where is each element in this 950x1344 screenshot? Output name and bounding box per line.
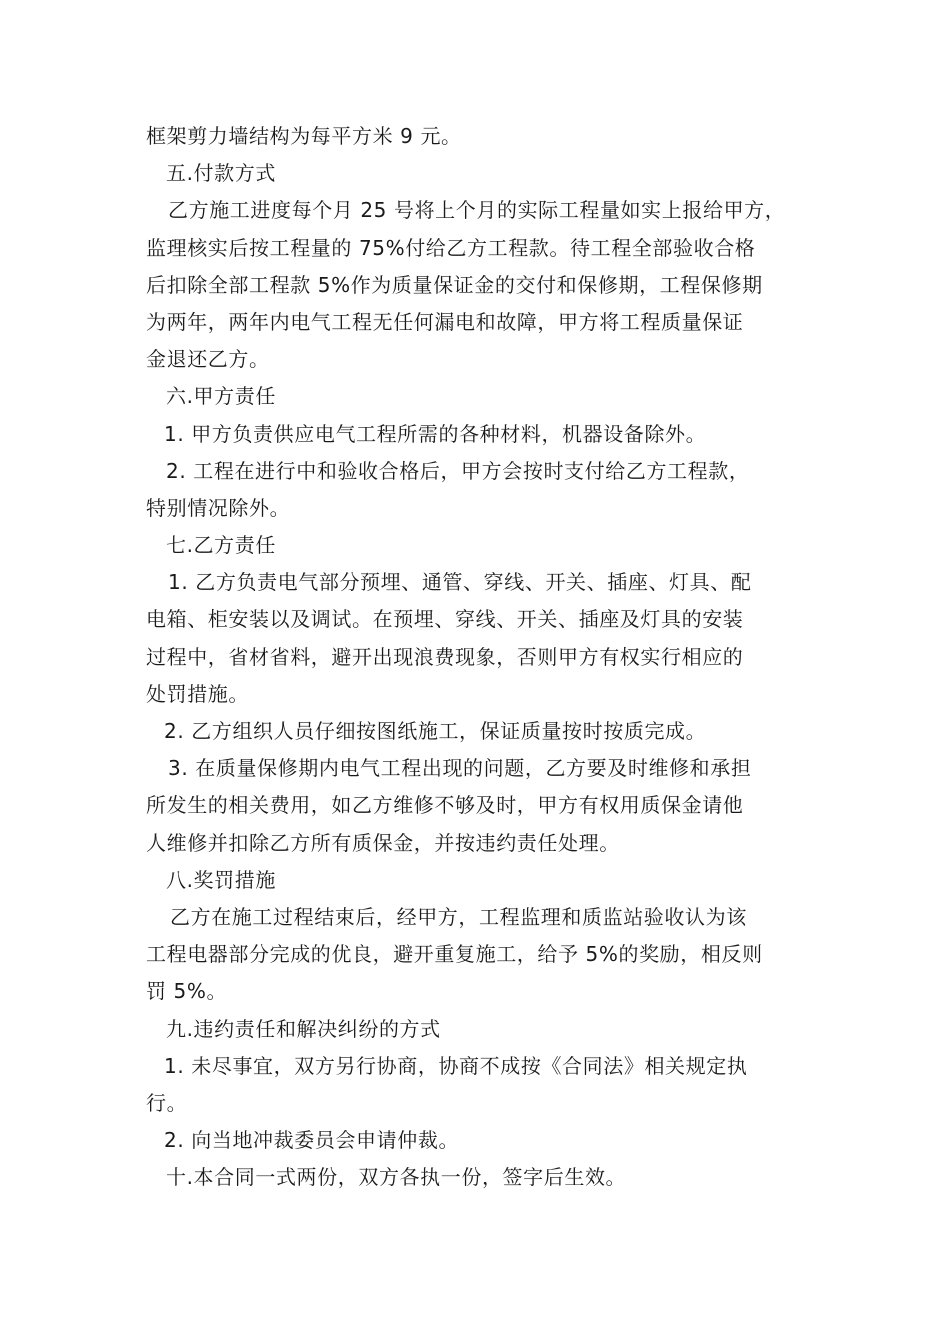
text-line: 1. 乙方负责电气部分预埋、通管、穿线、开关、插座、灯具、配 bbox=[168, 570, 752, 595]
section-heading: 七.乙方责任 bbox=[166, 533, 276, 558]
text-line: 为两年，两年内电气工程无任何漏电和故障，甲方将工程质量保证 bbox=[146, 309, 744, 334]
text-line: 1. 未尽事宜，双方另行协商，协商不成按《合同法》相关规定执 bbox=[164, 1053, 748, 1078]
text-line: 后扣除全部工程款 5%作为质量保证金的交付和保修期，工程保修期 bbox=[146, 272, 763, 297]
text-line: 所发生的相关费用，如乙方维修不够及时，甲方有权用质保金请他 bbox=[146, 793, 744, 818]
text-line: 人维修并扣除乙方所有质保金，并按违约责任处理。 bbox=[146, 830, 620, 855]
text-line: 监理核实后按工程量的 75%付给乙方工程款。待工程全部验收合格 bbox=[146, 235, 756, 260]
text-line: 特别情况除外。 bbox=[146, 495, 291, 520]
text-line: 工程电器部分完成的优良，避开重复施工，给予 5%的奖励，相反则 bbox=[146, 942, 763, 967]
text-line: 电箱、柜安装以及调试。在预埋、穿线、开关、插座及灯具的安装 bbox=[146, 607, 744, 632]
section-heading: 八.奖罚措施 bbox=[166, 867, 276, 892]
text-line: 2. 工程在进行中和验收合格后，甲方会按时支付给乙方工程款， bbox=[166, 458, 750, 483]
text-line: 行。 bbox=[146, 1090, 188, 1115]
text-line: 过程中，省材省料，避开出现浪费现象，否则甲方有权实行相应的 bbox=[146, 644, 744, 669]
section-heading: 九.违约责任和解决纠纷的方式 bbox=[166, 1016, 441, 1041]
text-line: 2. 乙方组织人员仔细按图纸施工，保证质量按时按质完成。 bbox=[164, 719, 707, 743]
document-body bbox=[146, 118, 816, 1196]
section-heading: 六.甲方责任 bbox=[166, 384, 276, 409]
text-line: 处罚措施。 bbox=[146, 681, 249, 706]
text-line: 3. 在质量保修期内电气工程出现的问题，乙方要及时维修和承担 bbox=[168, 756, 752, 781]
text-line: 框架剪力墙结构为每平方米 9 元。 bbox=[146, 124, 462, 148]
section-heading: 五.付款方式 bbox=[166, 161, 276, 186]
text-line: 1. 甲方负责供应电气工程所需的各种材料，机器设备除外。 bbox=[164, 421, 707, 446]
text-line: 2. 向当地冲裁委员会申请仲裁。 bbox=[164, 1128, 460, 1153]
text-line: 金退还乙方。 bbox=[146, 347, 270, 372]
text-line: 乙方施工进度每个月 25 号将上个月的实际工程量如实上报给甲方， bbox=[168, 198, 786, 223]
text-line: 乙方在施工过程结束后，经甲方，工程监理和质监站验收认为该 bbox=[170, 904, 747, 929]
text-line: 罚 5%。 bbox=[146, 979, 228, 1004]
section-heading: 十.本合同一式两份，双方各执一份，签字后生效。 bbox=[166, 1165, 627, 1190]
